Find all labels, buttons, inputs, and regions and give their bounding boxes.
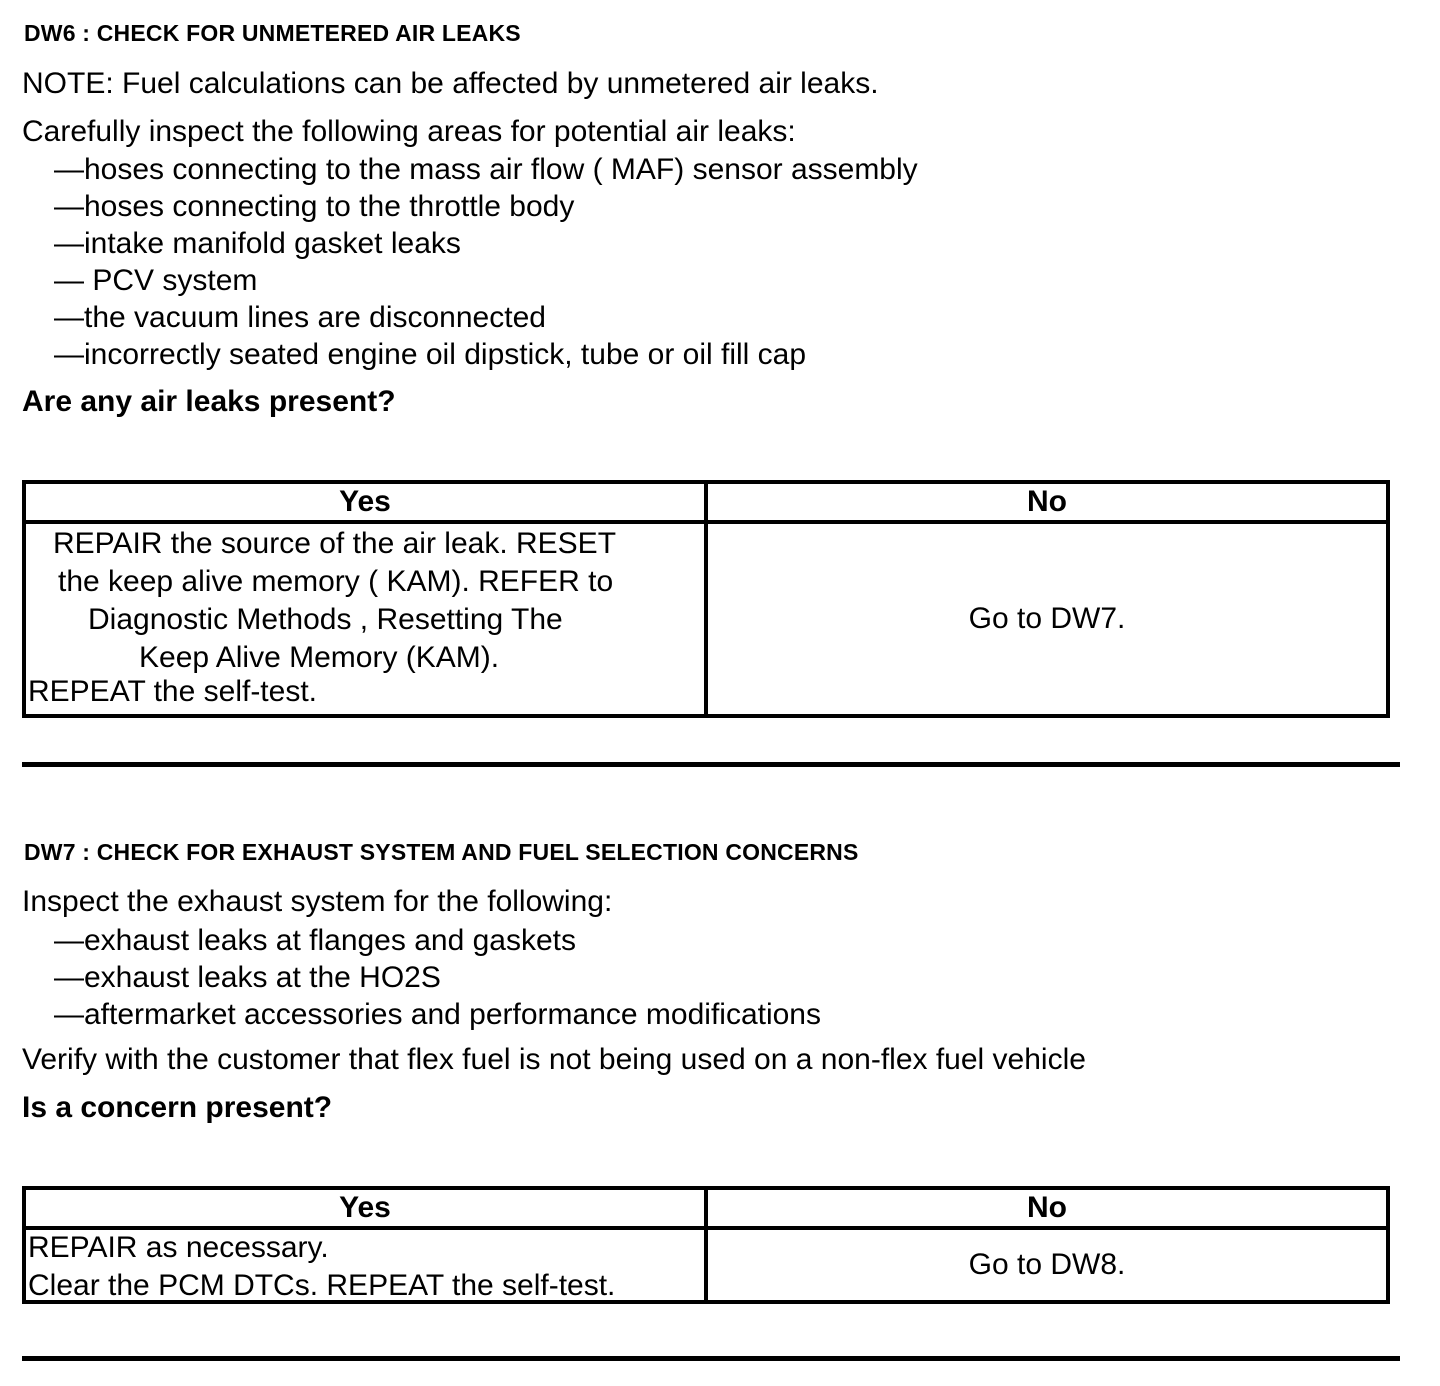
dw6-yes-action [24, 522, 706, 716]
yes-action-line: Keep Alive Memory (KAM). [139, 641, 500, 674]
dw7-inspection-list [54, 922, 821, 1033]
section-divider [22, 1356, 1400, 1361]
list-item: —hoses connecting to the mass air flow ( MAF) sensor assembly [54, 153, 918, 186]
list-item: —the vacuum lines are disconnected [54, 301, 546, 334]
dw6-heading: DW6 : CHECK FOR UNMETERED AIR LEAKS [24, 20, 521, 46]
dw7-decision-table [22, 1186, 1390, 1304]
no-column-header: No [706, 1188, 1388, 1228]
list-item: — PCV system [54, 264, 258, 297]
no-column-header: No [706, 482, 1388, 522]
dw7-yes-action [24, 1228, 706, 1302]
dw7-intro: Inspect the exhaust system for the following: [22, 885, 613, 918]
dw6-inspection-list [54, 151, 918, 373]
list-item: —exhaust leaks at the HO2S [54, 961, 441, 994]
yes-column-header: Yes [24, 482, 706, 522]
yes-action-line: Clear the PCM DTCs. REPEAT the self-test. [28, 1269, 616, 1302]
list-item: —hoses connecting to the throttle body [54, 190, 575, 223]
yes-action-line: REPAIR as necessary. [28, 1231, 329, 1264]
list-item: —intake manifold gasket leaks [54, 227, 461, 260]
list-item: —aftermarket accessories and performance modifications [54, 998, 821, 1031]
dw6-question: Are any air leaks present? [22, 385, 396, 418]
dw7-verify: Verify with the customer that flex fuel is not being used on a non-flex fuel vehicle [22, 1043, 1086, 1076]
dw7-no-action: Go to DW8. [706, 1228, 1388, 1302]
dw7-question: Is a concern present? [22, 1091, 333, 1124]
section-divider [22, 762, 1400, 767]
list-item: —exhaust leaks at flanges and gaskets [54, 924, 576, 957]
list-item: —incorrectly seated engine oil dipstick, tube or oil fill cap [54, 338, 807, 371]
dw7-heading: DW7 : CHECK FOR EXHAUST SYSTEM AND FUEL SELECTION CONCERNS [24, 839, 859, 865]
yes-action-line: the keep alive memory ( KAM). REFER to [58, 565, 614, 598]
yes-action-line: Diagnostic Methods , Resetting The [88, 603, 563, 636]
dw6-note: NOTE: Fuel calculations can be affected by unmetered air leaks. [22, 67, 879, 100]
dw6-no-action: Go to DW7. [706, 522, 1388, 716]
yes-column-header: Yes [24, 1188, 706, 1228]
yes-action-line: REPEAT the self-test. [28, 675, 317, 708]
yes-action-line: REPAIR the source of the air leak. RESET [53, 527, 617, 560]
dw6-decision-table [22, 480, 1390, 718]
dw6-intro: Carefully inspect the following areas for potential air leaks: [22, 115, 796, 148]
